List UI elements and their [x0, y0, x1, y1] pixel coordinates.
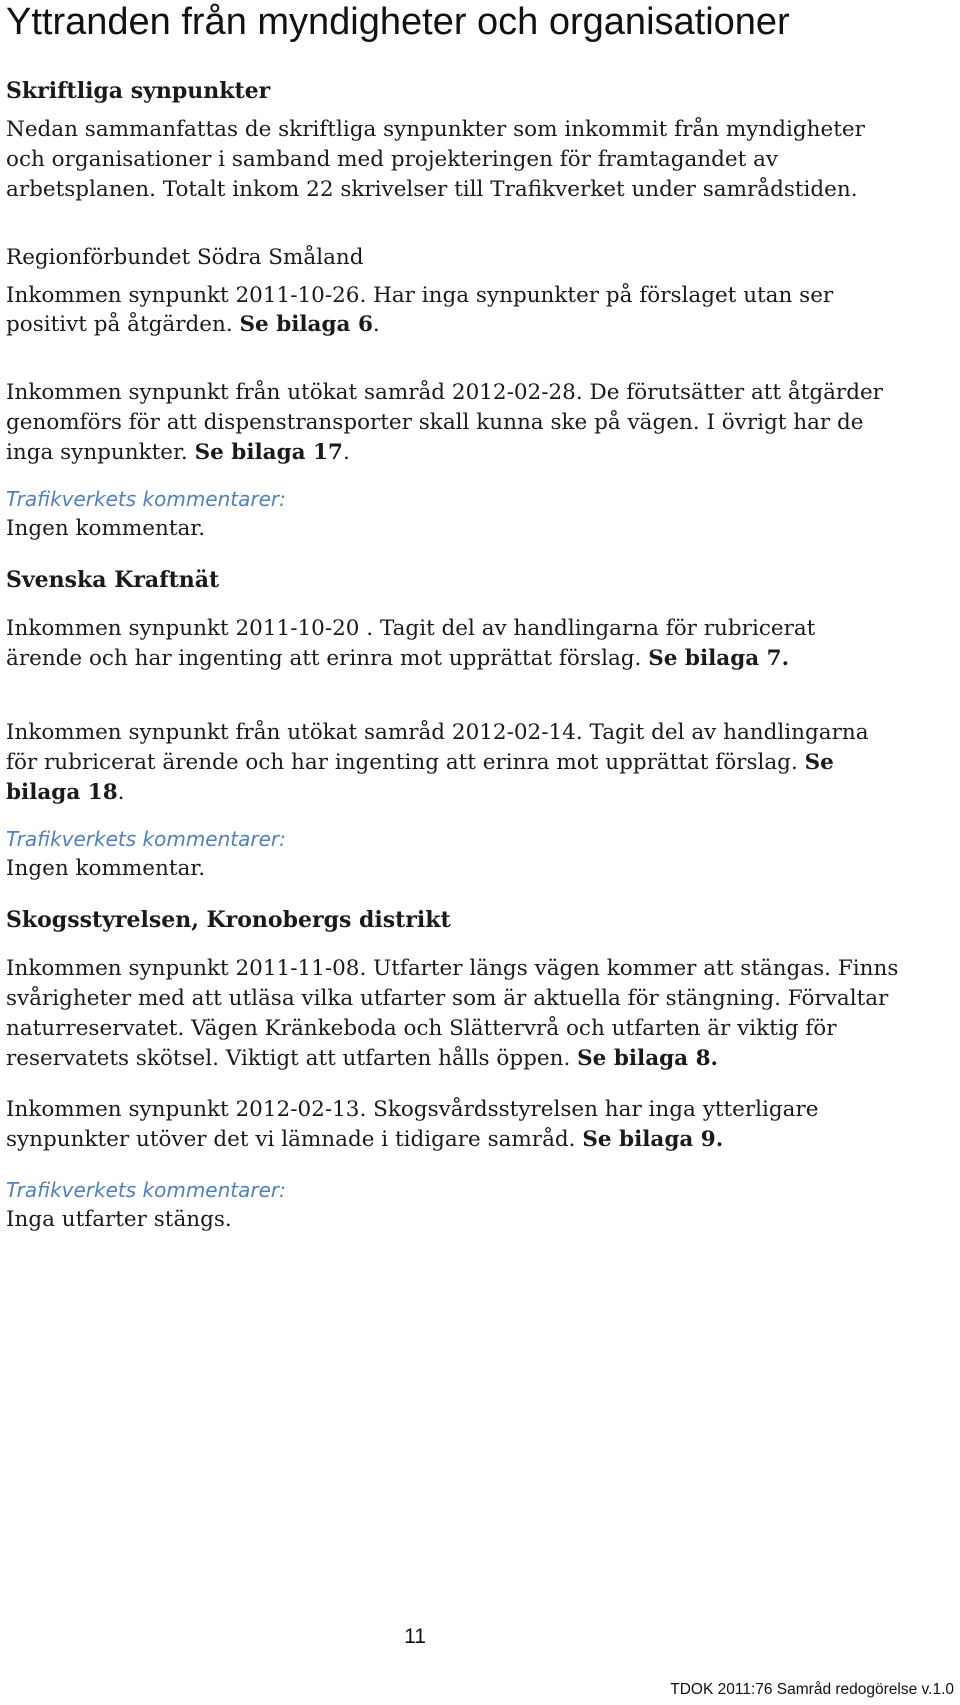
comment-label-kraftnat: Trafikverkets kommentarer: [6, 827, 286, 851]
attachment-ref: Se bilaga 17 [194, 440, 343, 465]
comment-skog: Inga utfarter stängs. [6, 1207, 232, 1232]
skog-p1-line-2: svårigheter med att utläsa vilka utfarter som är aktuella för stängning. Förvaltar [6, 986, 889, 1011]
region-p2-line-1: Inkommen synpunkt från utökat samråd 2012-02-28. De förutsätter att åtgärder [6, 380, 883, 405]
section-title-written: Skriftliga synpunkter [6, 78, 271, 104]
region-p1-line-2: positivt på åtgärden. Se bilaga 6. [6, 312, 380, 337]
skog-p1-line-1: Inkommen synpunkt 2011-11-08. Utfarter längs vägen kommer att stängas. Finns [6, 956, 899, 981]
skog-p1-line-3: naturreservatet. Vägen Kränkeboda och Slättervrå och utfarten är viktig för [6, 1016, 837, 1041]
attachment-ref: Se [804, 750, 834, 775]
skog-p2-line-1: Inkommen synpunkt 2012-02-13. Skogsvårdsstyrelsen har inga ytterligare [6, 1097, 819, 1122]
page-number: 11 [404, 1625, 426, 1648]
comment-region: Ingen kommentar. [6, 516, 206, 541]
intro-line-1: Nedan sammanfattas de skriftliga synpunkter som inkommit från myndigheter [6, 117, 865, 142]
region-p2-line-3: inga synpunkter. Se bilaga 17. [6, 440, 350, 465]
skog-p2-line-2: synpunkter utöver det vi lämnade i tidigare samråd. Se bilaga 9. [6, 1127, 724, 1152]
skog-p1-line-4: reservatets skötsel. Viktigt att utfarten hålls öppen. Se bilaga 8. [6, 1046, 719, 1071]
org-name-region: Regionförbundet Södra Småland [6, 245, 364, 270]
intro-line-2: och organisationer i samband med projekteringen för framtagandet av [6, 147, 779, 172]
kraftnat-p2-line-3: bilaga 18. [6, 780, 125, 805]
kraftnat-p1-line-1: Inkommen synpunkt 2011-10-20 . Tagit del av handlingarna för rubricerat [6, 616, 816, 641]
kraftnat-p2-line-2: för rubricerat ärende och har ingenting att erinra mot upprättat förslag. Se [6, 750, 834, 775]
attachment-ref: Se bilaga 8. [577, 1046, 719, 1071]
attachment-ref: Se bilaga 9. [582, 1127, 724, 1152]
comment-kraftnat: Ingen kommentar. [6, 856, 206, 881]
document-reference: TDOK 2011:76 Samråd redogörelse v.1.0 [670, 1681, 954, 1698]
attachment-ref: bilaga 18 [6, 780, 118, 805]
comment-label-region: Trafikverkets kommentarer: [6, 487, 286, 511]
attachment-ref: Se bilaga 7. [648, 646, 790, 671]
region-p1-line-1: Inkommen synpunkt 2011-10-26. Har inga synpunkter på förslaget utan ser [6, 283, 834, 308]
attachment-ref: Se bilaga 6 [239, 312, 373, 337]
intro-line-3: arbetsplanen. Totalt inkom 22 skrivelser till Trafikverket under samrådstiden. [6, 177, 858, 202]
page-heading: Yttranden från myndigheter och organisationer [6, 1, 790, 43]
kraftnat-p2-line-1: Inkommen synpunkt från utökat samråd 2012-02-14. Tagit del av handlingarna [6, 720, 869, 745]
region-p2-line-2: genomförs för att dispenstransporter skall kunna ske på vägen. I övrigt har de [6, 410, 864, 435]
comment-label-skog: Trafikverkets kommentarer: [6, 1178, 286, 1202]
kraftnat-p1-line-2: ärende och har ingenting att erinra mot upprättat förslag. Se bilaga 7. [6, 646, 790, 671]
org-name-skog: Skogsstyrelsen, Kronobergs distrikt [6, 907, 451, 933]
org-name-kraftnat: Svenska Kraftnät [6, 567, 220, 593]
